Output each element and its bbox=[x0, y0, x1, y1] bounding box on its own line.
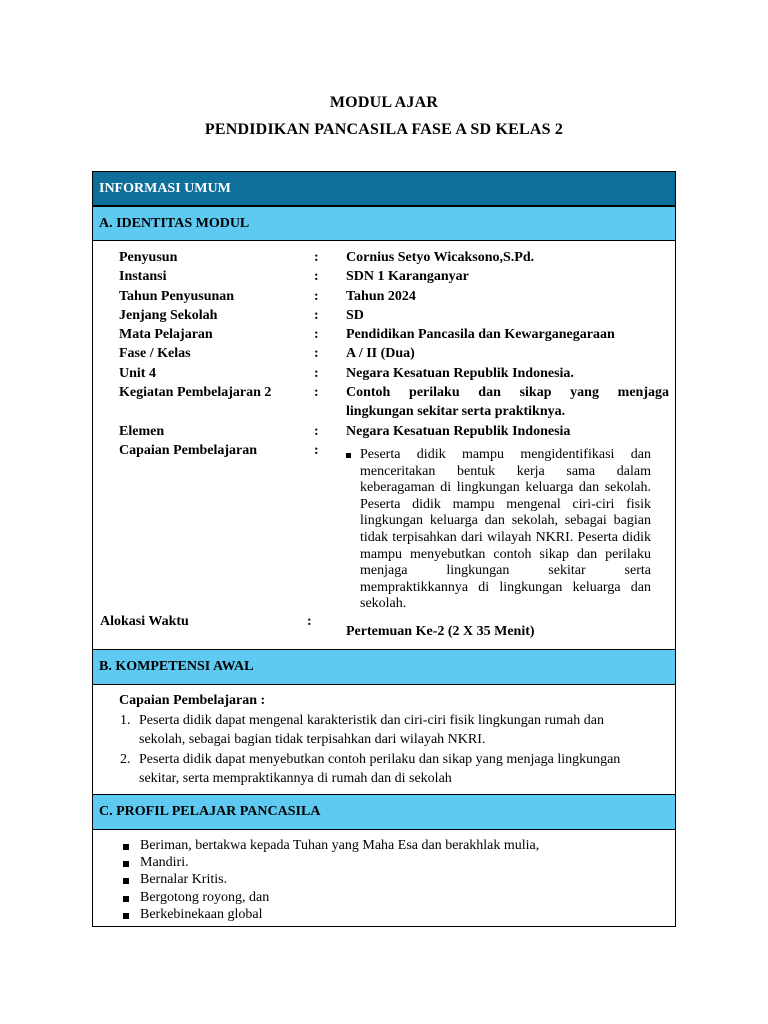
separator: : bbox=[314, 288, 319, 304]
separator: : bbox=[314, 250, 319, 265]
capaian-subheading: Capaian Pembelajaran : bbox=[119, 693, 266, 708]
profil-pelajar-header: C. PROFIL PELAJAR PANCASILA bbox=[93, 794, 675, 830]
separator: : bbox=[307, 614, 312, 629]
field-label: Unit 4 bbox=[119, 365, 156, 381]
list-number: 1. bbox=[120, 712, 131, 728]
identity-values bbox=[346, 248, 669, 441]
field-label: Penyusun bbox=[119, 250, 178, 265]
list-item: Bernalar Kritis. bbox=[120, 871, 539, 888]
profil-pelajar-list bbox=[120, 837, 539, 923]
list-item: Peserta didik mampu mengidentifikasi dan menceritakan bentuk kerja sama dalam keberagaman di lingkungan keluarga dan sekolah. Peserta didik mampu mengenal ciri-ciri fisik lingkungan keluarga dan sekolah, sebagai bagian tidak terpisahkan dari wilayah NKRI. Peserta didik mampu menyebutkan contoh sikap dan perilaku menjaga lingkungan sekitar serta mempraktikkannya di lingkungan keluarga dan sekolah. bbox=[346, 447, 651, 613]
document-title: MODUL AJAR bbox=[329, 94, 439, 111]
list-item: Mandiri. bbox=[120, 854, 539, 871]
field-label: Mata Pelajaran bbox=[119, 327, 213, 343]
list-text: Peserta didik dapat menyebutkan contoh perilaku dan sikap yang menjaga lingkungan sekitar, serta mempraktikannya di rumah dan di sekolah bbox=[139, 751, 621, 786]
field-value: Negara Kesatuan Republik Indonesia. bbox=[346, 365, 574, 381]
field-value: Pendidikan Pancasila dan Kewarganegaraan bbox=[346, 327, 615, 343]
separator: : bbox=[314, 423, 319, 439]
field-value: Negara Kesatuan Republik Indonesia bbox=[346, 423, 571, 439]
identity-separators bbox=[314, 248, 319, 460]
kompetensi-awal-header: B. KOMPETENSI AWAL bbox=[93, 649, 675, 685]
document-subtitle: PENDIDIKAN PANCASILA FASE A SD KELAS 2 bbox=[204, 121, 564, 138]
field-value: SD bbox=[346, 307, 364, 323]
spacer bbox=[314, 402, 319, 421]
field-label: Instansi bbox=[119, 269, 167, 285]
field-value: Contoh perilaku dan sikap yang menjaga bbox=[346, 385, 669, 401]
field-label: Tahun Penyusunan bbox=[119, 288, 235, 304]
separator: : bbox=[314, 327, 319, 343]
separator: : bbox=[314, 385, 319, 401]
spacer bbox=[119, 402, 271, 421]
separator: : bbox=[314, 307, 319, 323]
list-text: Peserta didik dapat mengenal karakteristik dan ciri-ciri fisik lingkungan rumah dan sekolah, sebagai bagian tidak terpisahkan dari wilayah NKRI. bbox=[139, 712, 604, 747]
field-label: Kegiatan Pembelajaran 2 bbox=[119, 385, 272, 401]
list-item: Berkebinekaan global bbox=[120, 906, 539, 923]
field-value: Cornius Setyo Wicaksono,S.Pd. bbox=[346, 250, 535, 265]
separator: : bbox=[314, 269, 319, 285]
field-label: Elemen bbox=[119, 423, 165, 439]
informasi-umum-header: INFORMASI UMUM bbox=[93, 172, 675, 206]
alokasi-waktu-label: Alokasi Waktu bbox=[100, 614, 189, 629]
alokasi-waktu-value: Pertemuan Ke-2 (2 X 35 Menit) bbox=[346, 624, 535, 639]
field-label: Capaian Pembelajaran bbox=[119, 442, 258, 458]
list-number: 2. bbox=[120, 751, 131, 767]
identitas-modul-header: A. IDENTITAS MODUL bbox=[93, 206, 675, 241]
field-value: lingkungan sekitar serta praktiknya. bbox=[346, 404, 566, 420]
list-item: Beriman, bertakwa kepada Tuhan yang Maha Esa dan berakhlak mulia, bbox=[120, 837, 539, 854]
module-table bbox=[92, 171, 676, 927]
separator: : bbox=[314, 346, 319, 362]
field-value: Tahun 2024 bbox=[346, 288, 416, 304]
field-label: Jenjang Sekolah bbox=[119, 307, 218, 323]
list-item bbox=[93, 711, 629, 750]
separator: : bbox=[314, 442, 319, 458]
list-item bbox=[93, 750, 629, 789]
separator: : bbox=[314, 365, 319, 381]
capaian-pembelajaran-list bbox=[346, 447, 651, 613]
list-item: Bergotong royong, dan bbox=[120, 889, 539, 906]
field-value: A / II (Dua) bbox=[346, 346, 415, 362]
field-label: Fase / Kelas bbox=[119, 346, 191, 362]
field-value: SDN 1 Karanganyar bbox=[346, 269, 469, 285]
identity-labels bbox=[119, 248, 271, 460]
kompetensi-awal-content bbox=[93, 691, 675, 789]
